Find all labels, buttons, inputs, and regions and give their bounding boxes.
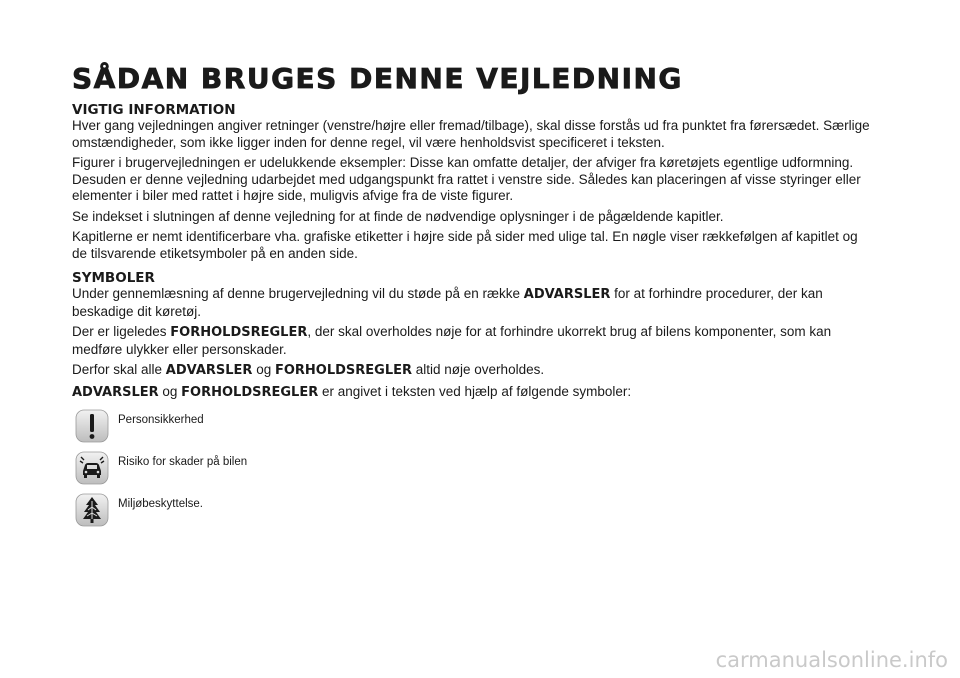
symbol-label: Miljøbeskyttelse. (118, 498, 203, 510)
symbol-item-personal-safety (72, 409, 872, 450)
paragraph-directions: Hver gang vejledningen angiver retninger (venstre/højre eller fremad/tilbage), skal disse forstås ud fra punktet fra førersædet. Særlige omstændigheder, som ikke ligger inden for denne regel, vil være henholdsvist specificeret i teksten. (72, 118, 870, 150)
tree-environment-icon (75, 493, 109, 527)
paragraph-warnings: Under gennemlæsning af denne brugervejledning vil du støde på en række ADVARSLER for at forhindre procedurer, der kan beskadige dit køretøj. (72, 286, 823, 319)
symbol-item-environment (72, 493, 872, 534)
paragraph-index: Se indekset i slutningen af denne vejledning for at finde de nødvendige oplysninger i de pågældende kapitler. (72, 208, 724, 224)
section-heading-symbols: SYMBOLER (72, 270, 155, 286)
exclamation-warning-icon (75, 409, 109, 443)
symbol-label: Personsikkerhed (118, 414, 204, 426)
paragraph-precautions: Der er ligeledes FORHOLDSREGLER, der skal overholdes nøje for at forhindre ukorrekt brug af bilens komponenter, som kan medføre ulykker eller personskader. (72, 324, 832, 357)
watermark: carmanualsonline.info (715, 648, 948, 672)
paragraph-always-observe: Derfor skal alle ADVARSLER og FORHOLDSREGLER altid nøje overholdes. (72, 362, 545, 378)
car-damage-icon (75, 451, 109, 485)
symbol-item-vehicle-damage (72, 451, 872, 492)
symbol-list (72, 409, 872, 534)
page-title: SÅDAN BRUGES DENNE VEJLEDNING (72, 62, 683, 95)
page-content (72, 62, 872, 535)
paragraph-figures: Figurer i brugervejledningen er udelukkende eksempler: Disse kan omfatte detaljer, der afviger fra køretøjets egentlige udformning. Desuden er denne vejledning udarbejdet med udgangspunkt fra rattet i venstre side. Således kan placeringen af visse styringer eller elementer i biler med rattet i højre side, muligvis afvige fra de viste figurer. (72, 155, 861, 203)
paragraph-symbols-intro: ADVARSLER og FORHOLDSREGLER er angivet i teksten ved hjælp af følgende symboler: (72, 383, 632, 400)
section-heading-important-info: VIGTIG INFORMATION (72, 102, 236, 118)
symbol-label: Risiko for skader på bilen (118, 456, 248, 468)
paragraph-chapters: Kapitlerne er nemt identificerbare vha. grafiske etiketter i højre side på sider med ulige tal. En nøgle viser rækkefølgen af kapitlet og de tilsvarende etiketsymboler på en anden side. (72, 229, 858, 261)
